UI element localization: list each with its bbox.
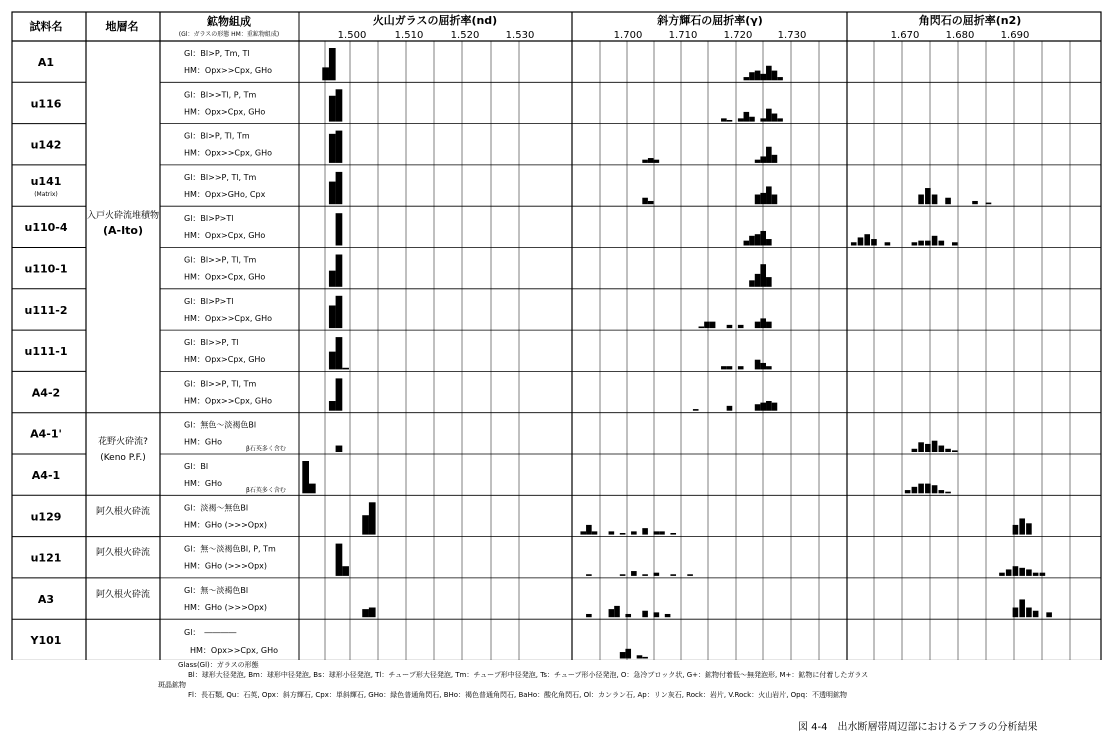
heavy-mineral-composition: HM：Opx>>Cpx, GHo [184, 148, 273, 158]
header-glass: 火山ガラスの屈折率(nd) [372, 14, 498, 27]
histogram-bar-opx [721, 366, 727, 369]
histogram-bar-hbl [912, 487, 918, 493]
histogram-bar-opx [642, 528, 648, 534]
histogram-bar-hbl [1046, 612, 1052, 617]
stratum-label: 阿久根火砕流 [95, 548, 151, 558]
histogram-bar-hbl [918, 484, 924, 494]
histogram-bar-hbl [912, 242, 918, 245]
histogram-bar-hbl [939, 490, 945, 493]
header-sample: 試料名 [29, 20, 63, 33]
histogram-bar-opx [760, 193, 766, 204]
histogram-bar-glass [336, 89, 343, 121]
histogram-bar-opx [772, 71, 778, 81]
histogram-bar-glass [336, 446, 343, 452]
histogram-bar-hbl [1006, 569, 1012, 575]
histogram-bar-opx [625, 649, 631, 659]
histogram-bar-opx [755, 322, 761, 328]
histogram-bar-opx [670, 533, 676, 535]
histogram-bar-opx [772, 114, 778, 122]
heavy-mineral-composition: HM：GHo (>>>Opx) [184, 561, 268, 571]
glass-morphology: Gl：Bl>P, Tl, Tm [184, 131, 250, 141]
histogram-bar-hbl [918, 442, 924, 452]
histogram-bar-opx [772, 155, 778, 163]
glass-morphology: Gl：Bl>>P, Tl, Tm [184, 172, 257, 182]
histogram-bar-opx [760, 231, 766, 246]
histogram-bar-opx [777, 77, 783, 80]
heavy-mineral-composition: HM：GHo [184, 437, 223, 447]
histogram-bar-opx [654, 573, 660, 576]
histogram-bar-hbl [851, 242, 857, 245]
histogram-bar-opx [760, 318, 766, 328]
histogram-bar-opx [744, 112, 750, 122]
glass-morphology: Gl：Bl [184, 462, 209, 471]
heavy-mineral-composition: HM：Opx>>Cpx, GHo [190, 646, 279, 656]
histogram-bar-hbl [1019, 599, 1025, 617]
stratum-label: 花野火砕流? [98, 437, 148, 447]
histogram-bar-hbl [925, 241, 931, 246]
histogram-bar-hbl [1026, 523, 1032, 534]
header-hbl: 角閃石の屈折率(n2) [918, 14, 1022, 27]
tick-label-glass: 1.530 [505, 30, 535, 41]
heavy-mineral-composition: HM：Opx>Cpx, GHo [184, 355, 266, 365]
histogram-bar-opx [760, 74, 766, 80]
histogram-bar-glass [329, 401, 336, 411]
histogram-bar-opx [642, 574, 648, 576]
histogram-bar-glass [336, 131, 343, 163]
glass-morphology: Gl：Bl>>P, Tl, Tm [184, 255, 257, 265]
heavy-mineral-composition: HM：Opx>Cpx, GHo [184, 231, 266, 241]
histogram-bar-opx [620, 652, 626, 658]
glass-morphology: Gl：淡褐～無色Bl [184, 503, 249, 513]
histogram-bar-opx [772, 403, 778, 411]
legend-glass-title: Glass(Gl)：ガラスの形態 [178, 661, 259, 669]
histogram-bar-opx [755, 195, 761, 205]
histogram-bar-glass [342, 566, 349, 576]
histogram-bar-hbl [932, 485, 938, 493]
histogram-bar-opx [642, 198, 648, 204]
histogram-bar-opx [738, 325, 744, 328]
histogram-bar-hbl [945, 449, 951, 452]
header-strat: 地層名 [105, 20, 139, 33]
histogram-bar-opx [648, 201, 654, 204]
sample-id-sub: (Matrix) [34, 190, 58, 198]
legend-mineral-title: 斑晶鉱物 [158, 681, 186, 689]
histogram-bar-opx [642, 657, 648, 659]
histogram-bar-opx [586, 525, 592, 535]
histogram-bar-hbl [858, 237, 864, 245]
histogram-bar-opx [586, 614, 592, 617]
histogram-bar-hbl [1019, 568, 1025, 576]
figure-caption: 図 4-4 出水断層帯周辺部におけるテフラの分析結果 [798, 722, 1038, 733]
table-grid [12, 12, 1101, 660]
glass-morphology: Gl：Bl>>Tl, P, Tm [184, 90, 257, 100]
histogram-bar-opx [609, 609, 615, 617]
histogram-bar-opx [766, 66, 772, 81]
sample-id: A4-1' [30, 427, 62, 441]
histogram-bar-opx [727, 366, 733, 369]
histogram-bar-hbl [1013, 525, 1019, 535]
glass-morphology: Gl：Bl>P>Tl [184, 296, 234, 306]
histogram-bar-opx [738, 118, 744, 121]
histogram-bar-hbl [952, 242, 958, 245]
histogram-bar-opx [648, 158, 654, 163]
histogram-bar-glass [336, 213, 343, 245]
header-opx: 斜方輝石の屈折率(γ) [657, 14, 763, 27]
tick-label-opx: 1.710 [668, 30, 698, 41]
sample-id: u111-1 [24, 345, 68, 359]
sample-id: A1 [37, 56, 55, 69]
tick-label-opx: 1.720 [723, 30, 753, 41]
row-note: β石英多く含む [246, 445, 286, 453]
histogram-bar-opx [755, 160, 761, 163]
histogram-bar-opx [727, 325, 733, 328]
histogram-bar-glass [322, 67, 329, 80]
heavy-mineral-composition: HM：GHo (>>>Opx) [184, 602, 268, 612]
histogram-bar-hbl [918, 241, 924, 246]
glass-morphology: Gl：Bl>P>Tl [184, 214, 234, 224]
tick-label-glass: 1.510 [394, 30, 424, 41]
histogram-bar-glass [362, 609, 369, 617]
histogram-bar-glass [342, 368, 349, 370]
histogram-bar-hbl [939, 446, 945, 452]
sample-id: u141 [30, 174, 62, 188]
row-note: β石英多く含む [246, 487, 286, 494]
header-mineral-sub: (Gl：ガラスの形態 HM：重鉱物組成) [178, 31, 280, 38]
histogram-bar-opx [586, 574, 592, 576]
histogram-bar-hbl [871, 239, 877, 245]
histogram-bar-hbl [905, 490, 911, 493]
histogram-bar-opx [654, 531, 660, 534]
histogram-bar-opx [614, 606, 620, 617]
stratum-label-code: (Keno P.F.) [100, 453, 146, 463]
histogram-bar-opx [755, 71, 761, 81]
histogram-bar-hbl [1013, 608, 1019, 618]
histogram-bar-glass [329, 352, 336, 370]
histogram-bar-opx [699, 326, 705, 328]
histogram-bar-opx [749, 72, 755, 80]
histogram-bar-opx [749, 236, 755, 246]
axis-tick-labels [338, 30, 1030, 41]
histogram-bar-opx [744, 241, 750, 246]
histogram-bar-opx [760, 403, 766, 411]
histogram-bar-glass [329, 48, 336, 80]
glass-morphology: Gl： ―――― [184, 628, 237, 638]
histogram-bar-hbl [939, 241, 945, 246]
stratum-label: 入戸火砕流堆積物 [86, 211, 160, 221]
stratum-labels [87, 209, 159, 600]
histogram-bar-opx [642, 160, 648, 163]
histogram-bar-hbl [986, 203, 992, 205]
histogram-bar-glass [336, 337, 343, 369]
histogram-bar-opx [766, 186, 772, 204]
histogram-bar-hbl [999, 573, 1005, 576]
tick-label-opx: 1.700 [613, 30, 643, 41]
histogram-bar-opx [687, 574, 693, 576]
histogram-bar-opx [659, 531, 665, 534]
histogram-bar-glass [336, 296, 343, 328]
sample-id: u142 [30, 138, 62, 152]
glass-morphology: Gl：無色～淡褐色Bl [184, 420, 257, 430]
histogram-bar-opx [744, 77, 750, 80]
histogram-bar-hbl [925, 188, 931, 204]
histogram-bar-opx [620, 574, 626, 576]
sample-id: A3 [37, 592, 55, 606]
histogram-bar-opx [727, 406, 733, 411]
histogram-bar-opx [766, 239, 772, 245]
sample-id: A4-1 [31, 469, 61, 482]
histogram-bar-hbl [972, 201, 978, 204]
histogram-bar-opx [755, 274, 761, 287]
tick-label-hbl: 1.670 [890, 30, 920, 41]
glass-morphology: Gl：無～淡褐色Bl [184, 585, 249, 595]
histogram-bar-opx [760, 156, 766, 162]
heavy-mineral-composition: HM：GHo (>>>Opx) [184, 520, 268, 530]
tick-label-glass: 1.520 [450, 30, 480, 41]
histogram-bar-hbl [952, 450, 958, 452]
histogram-bar-opx [670, 574, 676, 576]
sample-id: u110-4 [24, 221, 68, 235]
histogram-bar-opx [760, 264, 766, 287]
table-border [12, 12, 1101, 660]
heavy-mineral-composition: HM：Opx>>Cpx, GHo [184, 396, 273, 406]
histogram-bar-glass [336, 172, 343, 204]
histogram-bar-opx [592, 531, 598, 534]
histogram-bar-opx [631, 531, 637, 534]
glass-morphology: Gl：Bl>>P, Tl, Tm [184, 379, 257, 389]
histogram-bar-opx [609, 531, 615, 534]
sample-id: u116 [30, 97, 62, 111]
histogram-bar-opx [766, 109, 772, 122]
histogram-bar-hbl [1040, 573, 1046, 576]
tick-label-glass: 1.500 [337, 30, 367, 41]
histogram-bar-opx [766, 366, 772, 369]
histogram-bar-hbl [1019, 518, 1025, 534]
histogram-bar-hbl [1013, 566, 1019, 576]
histogram-bar-hbl [932, 236, 938, 246]
heavy-mineral-composition: HM：Opx>>Cpx, GHo [184, 313, 273, 323]
legend-glass-codes: Bl：球形大径発泡, Bm：球形中径発泡, Bs：球形小径発泡, Tl：チューブ形大径発泡, Tm：チューブ形中径発泡, Ts：チューブ形小径発泡, O：急冷ブロック状, G+：鉱物付着低～無発泡形, M+：鉱物に付着したガラス [188, 671, 869, 679]
histogram-bar-glass [329, 271, 336, 287]
heavy-mineral-composition: HM：Opx>>Cpx, GHo [184, 66, 273, 75]
histogram-bar-glass [309, 484, 316, 494]
histogram-bar-hbl [864, 234, 870, 245]
histogram-bar-opx [665, 614, 671, 617]
histogram-bar-glass [336, 544, 343, 576]
histogram-bar-hbl [932, 195, 938, 205]
heavy-mineral-composition: HM：Opx>Cpx, GHo [184, 272, 266, 282]
histogram-bar-opx [693, 409, 699, 411]
histogram-bar-glass [329, 134, 336, 163]
histogram-bar-opx [766, 277, 772, 287]
stratum-label: 阿久根火砕流 [95, 590, 151, 600]
histogram-bar-glass [336, 378, 343, 410]
stratum-label: 阿久根火砕流 [95, 507, 151, 517]
histogram-bar-opx [631, 571, 637, 576]
histogram-bar-opx [704, 322, 710, 328]
histogram-bar-opx [766, 401, 772, 411]
histogram-bar-hbl [885, 242, 891, 245]
histogram-bar-opx [755, 360, 761, 370]
histogram-bar-hbl [945, 492, 951, 494]
histogram-bar-hbl [912, 449, 918, 452]
heavy-mineral-composition: HM：Opx>Cpx, GHo [184, 107, 266, 117]
histogram-gridlines [325, 41, 1070, 660]
glass-morphology: Gl：無～淡褐色Bl, P, Tm [184, 544, 276, 554]
histogram-bar-opx [620, 533, 626, 535]
histogram-bar-hbl [1033, 611, 1039, 617]
histogram-bar-opx [738, 366, 744, 369]
histogram-bar-opx [654, 612, 660, 617]
histogram-bar-hbl [1026, 569, 1032, 575]
histogram-bar-glass [362, 515, 369, 534]
histogram-bar-opx [760, 118, 766, 121]
histogram-bar-opx [625, 614, 631, 617]
histogram-bar-glass [369, 608, 376, 618]
histogram-bar-opx [654, 160, 660, 163]
sample-id: u129 [30, 510, 62, 524]
histogram-bar-hbl [1026, 608, 1032, 618]
legend-mineral-codes: Fl：長石類, Qu：石英, Opx：斜方輝石, Cpx：単斜輝石, GHo：緑色普通角閃石, BHo：褐色普通角閃石, BaHo：酸化角閃石, Ol：カンラン石, Ap：リン灰石, Rock：岩片, V.Rock：火山岩片, Opq：不透明鉱物 [188, 691, 848, 699]
histogram-bar-opx [772, 195, 778, 205]
histogram-bar-hbl [918, 195, 924, 205]
histogram-bar-opx [766, 322, 772, 328]
histogram-bar-opx [749, 280, 755, 286]
histogram-bar-hbl [1033, 573, 1039, 576]
histogram-bar-glass [329, 96, 336, 122]
sample-id: u111-2 [24, 303, 68, 317]
histogram-bar-opx [721, 118, 727, 121]
sample-id: u110-1 [24, 262, 68, 276]
histogram-bar-glass [369, 502, 376, 534]
histogram-bar-opx [777, 118, 783, 121]
histogram-bar-hbl [925, 484, 931, 494]
glass-morphology: Gl：Bl>>P, Tl [184, 338, 239, 348]
histogram-bar-hbl [925, 444, 931, 452]
histogram-bar-opx [755, 404, 761, 410]
histogram-bar-opx [760, 363, 766, 369]
histogram-bar-glass [329, 305, 336, 328]
histogram-bar-opx [580, 531, 586, 534]
histogram-bar-opx [749, 117, 755, 122]
tick-label-hbl: 1.690 [1000, 30, 1030, 41]
sample-id: Y101 [30, 634, 62, 648]
histogram-bar-opx [710, 322, 716, 328]
sample-rows [24, 49, 285, 655]
histogram-bar-glass [302, 461, 309, 493]
histogram-bar-opx [642, 611, 648, 617]
histogram-bar-opx [755, 234, 761, 245]
tick-label-opx: 1.730 [777, 30, 807, 41]
legend [158, 660, 1098, 700]
histogram-bar-opx [727, 120, 733, 122]
heavy-mineral-composition: HM：Opx>GHo, Cpx [184, 189, 266, 199]
histogram-bar-hbl [932, 441, 938, 452]
glass-morphology: Gl：Bl>P, Tm, Tl [184, 49, 250, 58]
histogram-bar-glass [336, 255, 343, 287]
sample-id: u121 [30, 551, 62, 565]
histogram-bar-hbl [945, 198, 951, 204]
tick-label-hbl: 1.680 [945, 30, 975, 41]
histogram-bar-glass [329, 182, 336, 205]
header-mineral: 鉱物組成 [207, 15, 251, 28]
histogram-bar-opx [637, 655, 643, 658]
histogram-bars [302, 48, 1052, 659]
sample-id: A4-2 [31, 386, 61, 400]
stratum-label-code: (A-Ito) [102, 224, 144, 237]
histogram-bar-opx [766, 147, 772, 163]
heavy-mineral-composition: HM：GHo [184, 479, 223, 488]
